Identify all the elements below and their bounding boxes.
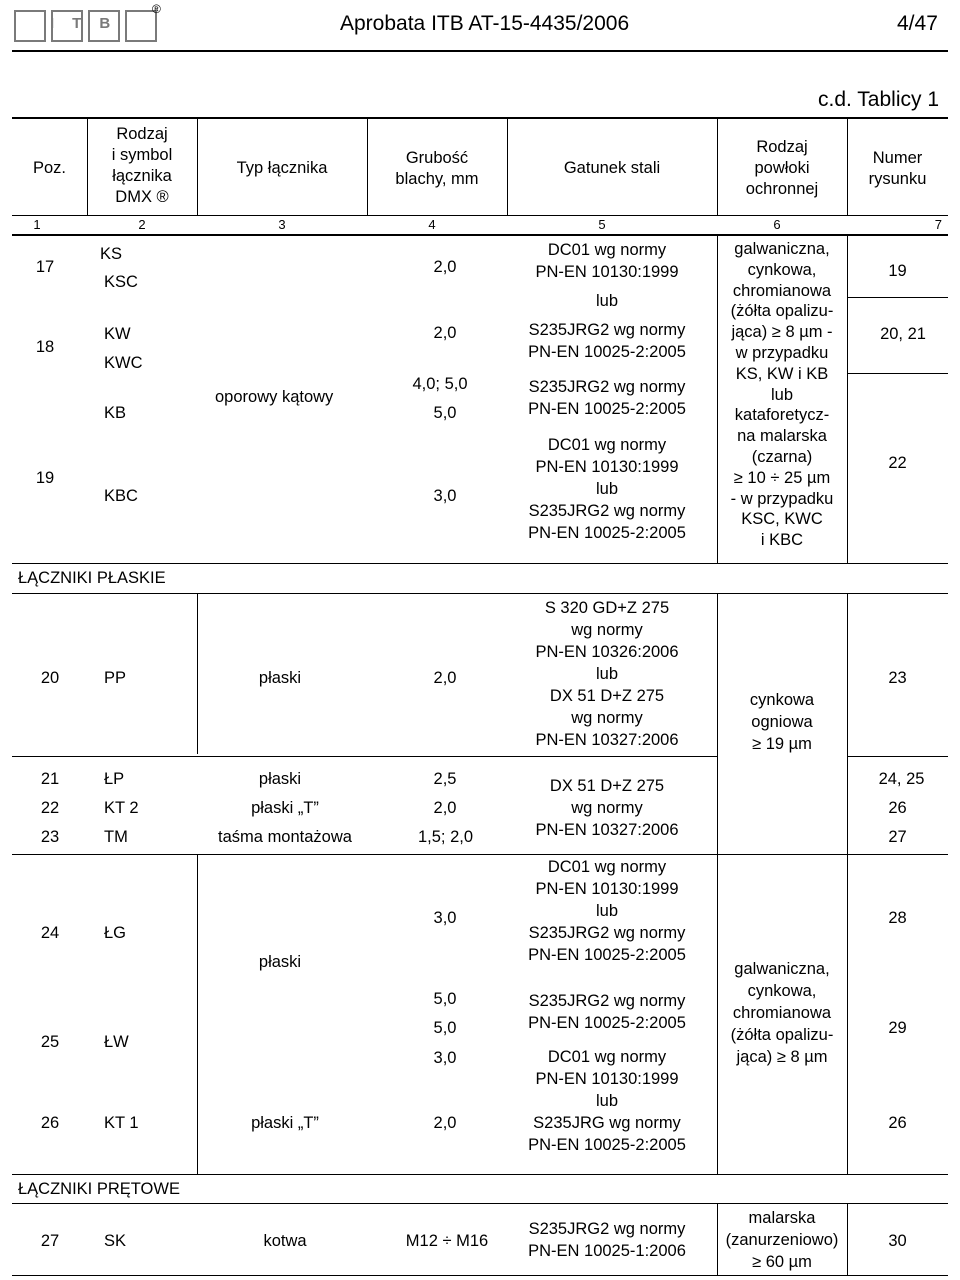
thickness-kb-2: 5,0 — [433, 404, 457, 422]
thickness-kt1: 2,0 — [433, 1114, 457, 1132]
col-header-type: Typ łącznika — [236, 159, 328, 177]
section3-top-border — [12, 1174, 948, 1175]
type-kotwa: kotwa — [263, 1232, 307, 1250]
col-header-steel: Gatunek stali — [563, 159, 661, 177]
drawing-22: 22 — [888, 454, 907, 472]
drawing-19: 19 — [888, 262, 907, 280]
drawing-29: 29 — [888, 1019, 907, 1037]
header-rule — [12, 50, 948, 52]
symbol-kwc: KWC — [104, 354, 143, 372]
s2-hline-pp — [12, 756, 717, 757]
type-pp: płaski — [258, 669, 302, 687]
pos-21: 21 — [40, 770, 60, 788]
symbol-kt2: KT 2 — [104, 799, 139, 817]
colnum-3: 3 — [278, 217, 286, 232]
s1-hline-17 — [847, 297, 948, 298]
pos-26: 26 — [40, 1114, 60, 1132]
s2-vline-d — [197, 854, 198, 1174]
symbol-kb: KB — [104, 404, 127, 422]
symbol-ksc: KSC — [104, 273, 138, 291]
thickness-lp: 2,5 — [433, 770, 457, 788]
thickness-tm: 1,5; 2,0 — [417, 828, 474, 846]
drawing-27: 27 — [888, 828, 907, 846]
symbol-lw: ŁW — [104, 1033, 129, 1051]
symbol-kbc: KBC — [104, 487, 138, 505]
colnum-1: 1 — [33, 217, 41, 232]
colnum-6: 6 — [773, 217, 781, 232]
pos-18: 18 — [35, 338, 55, 356]
symbol-kw: KW — [104, 325, 131, 343]
s1-vline-b — [847, 236, 848, 563]
section3-title-border — [12, 1203, 948, 1204]
thickness-kbc: 3,0 — [433, 487, 457, 505]
drawing-28: 28 — [888, 909, 907, 927]
steel-lp-tm: DX 51 D+Z 275 wg normy PN-EN 10327:2006 — [535, 777, 679, 839]
pos-20: 20 — [40, 669, 60, 687]
pos-25: 25 — [40, 1033, 60, 1051]
symbol-lp: ŁP — [104, 770, 125, 788]
s2-vline-b — [717, 594, 718, 1174]
coating-galv-kata: galwaniczna, cynkowa, chromianowa (żółta opalizu- jąca) ≥ 8 µm - w przypadku KS, KW i KB lub kataforetycz- na malarska (czarna) ≥ 10 ÷ 25 µm - w przypadku KSC, KWC i KBC — [730, 240, 834, 550]
steel-lub-a: lub — [595, 292, 619, 310]
logo-text: ITB — [50, 15, 129, 32]
pos-22: 22 — [40, 799, 60, 817]
thickness-pp: 2,0 — [433, 669, 457, 687]
symbol-sk: SK — [104, 1232, 127, 1250]
symbol-ks: KS — [100, 245, 123, 263]
pos-24: 24 — [40, 924, 60, 942]
pos-23: 23 — [40, 828, 60, 846]
steel-lg: DC01 wg normy PN-EN 10130:1999 lub S235JRG2 wg normy PN-EN 10025-2:2005 — [528, 858, 686, 964]
section-title-rod: ŁĄCZNIKI PRĘTOWE — [18, 1180, 180, 1198]
steel-dc01-b: DC01 wg normy PN-EN 10130:1999 lub S235JRG2 wg normy PN-EN 10025-2:2005 — [528, 436, 686, 542]
drawing-20-21: 20, 21 — [880, 325, 926, 343]
s2-hline-tm — [12, 854, 948, 855]
drawing-26-a: 26 — [888, 799, 907, 817]
drawing-23: 23 — [888, 669, 907, 687]
type-plaski-lg-lw: płaski — [258, 953, 302, 971]
colnum-2: 2 — [138, 217, 146, 232]
thickness-lg: 3,0 — [433, 909, 457, 927]
thickness-lw-3: 3,0 — [433, 1049, 457, 1067]
coating-paint: malarska (zanurzeniowo) ≥ 60 µm — [725, 1209, 839, 1271]
thickness-kt2: 2,0 — [433, 799, 457, 817]
type-kt2: płaski „T” — [251, 799, 319, 817]
type-kt1: płaski „T” — [251, 1114, 319, 1132]
col-header-symbol: Rodzaj i symbol łącznika DMX ® — [111, 125, 173, 206]
symbol-lg: ŁG — [104, 924, 127, 942]
symbol-kt1: KT 1 — [104, 1114, 139, 1132]
registered-mark: ® — [152, 2, 161, 16]
s2-hline-pp-right — [847, 756, 948, 757]
drawing-26-b: 26 — [888, 1114, 907, 1132]
thickness-17: 2,0 — [433, 258, 457, 276]
thickness-lw-1: 5,0 — [433, 990, 457, 1008]
col-header-pos: Poz. — [32, 159, 67, 177]
col-header-drawing: Numer rysunku — [868, 149, 927, 188]
thickness-lw-2: 5,0 — [433, 1019, 457, 1037]
section2-top-border — [12, 563, 948, 564]
document-title: Aprobata ITB AT-15-4435/2006 — [340, 12, 630, 35]
page-number: 4/47 — [897, 12, 938, 35]
drawing-24-25: 24, 25 — [878, 770, 925, 788]
pos-17: 17 — [35, 258, 55, 276]
symbol-tm: TM — [104, 828, 128, 846]
thickness-kb-1: 4,0; 5,0 — [412, 375, 468, 393]
steel-s235-b: S235JRG2 wg normy PN-EN 10025-2:2005 — [528, 378, 686, 418]
drawing-30: 30 — [888, 1232, 907, 1250]
s1-hline-18 — [847, 373, 948, 374]
section-title-flat: ŁĄCZNIKI PŁASKIE — [18, 569, 166, 587]
table-continuation: c.d. Tablicy 1 — [818, 88, 940, 111]
table-bottom-border — [12, 1275, 948, 1276]
colnum-4: 4 — [428, 217, 436, 232]
thickness-sk: M12 ÷ M16 — [405, 1232, 489, 1250]
steel-lw-1: S235JRG2 wg normy PN-EN 10025-2:2005 — [528, 992, 686, 1032]
steel-lw-2: DC01 wg normy PN-EN 10130:1999 lub S235JRG wg normy PN-EN 10025-2:2005 — [528, 1048, 686, 1154]
steel-sk: S235JRG2 wg normy PN-EN 10025-1:2006 — [528, 1220, 686, 1260]
type-oporowy: oporowy kątowy — [215, 388, 334, 406]
thickness-18: 2,0 — [433, 324, 457, 342]
col-header-thickness: Grubość blachy, mm — [395, 149, 479, 188]
s2-vline-a — [197, 594, 198, 754]
colnum-7: 7 — [934, 217, 942, 232]
type-lp: płaski — [258, 770, 302, 788]
steel-pp: S 320 GD+Z 275 wg normy PN-EN 10326:2006 lub DX 51 D+Z 275 wg normy PN-EN 10327:2006 — [535, 599, 679, 749]
colnum-5: 5 — [598, 217, 606, 232]
col-header-coating: Rodzaj powłoki ochronnej — [745, 138, 819, 198]
coating-galv: galwaniczna, cynkowa, chromianowa (żółta opalizu- jąca) ≥ 8 µm — [730, 960, 834, 1066]
pos-19: 19 — [35, 469, 55, 487]
coating-zinc: cynkowa ogniowa ≥ 19 µm — [749, 691, 815, 753]
section2-title-border — [12, 593, 948, 594]
table-top-border — [12, 117, 948, 119]
pos-27: 27 — [40, 1232, 60, 1250]
itb-logo — [14, 2, 161, 44]
steel-s235-a: S235JRG2 wg normy PN-EN 10025-2:2005 — [528, 321, 686, 361]
steel-dc01-a: DC01 wg normy PN-EN 10130:1999 — [535, 241, 679, 281]
symbol-pp: PP — [104, 669, 127, 687]
type-tm: taśma montażowa — [218, 828, 352, 846]
logo-block-1 — [14, 10, 46, 42]
